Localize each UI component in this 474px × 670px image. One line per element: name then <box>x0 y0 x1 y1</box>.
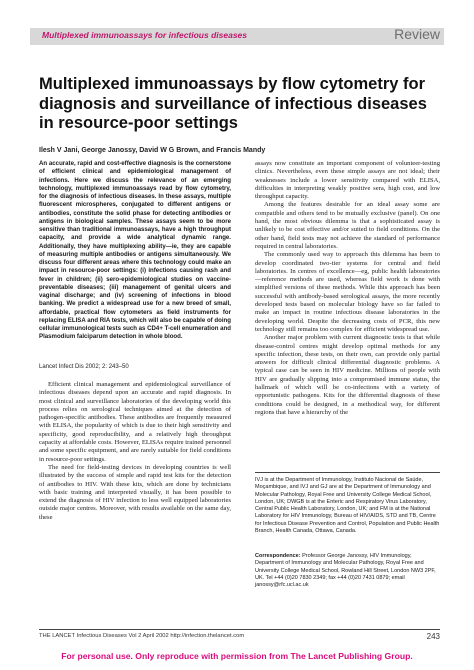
body-column-left <box>39 381 231 522</box>
author-affiliations: IVJ is at the Department of Immunology, Instituto Nacional de Saúde, Moçambique, and IVJ and GJ are at the Department of Immunology and Molecular Pathology, Royal Free and University College Medical School, London, UK; DWGB is at the Enteric and Respiratory Virus Laboratory, Central Public Health Laboratory, London, UK; and FM is at the National Laboratory for HIV Immunology, Bureau of HIV/AIDS, STD and TB, Centre for Infectious Disease Prevention and Control, Population and Public Health Branch, Health Canada, Ottawa, Canada. <box>255 477 440 535</box>
body-paragraph: Efficient clinical management and epidemiological surveillance of infectious diseases depend upon an accurate and rapid diagnosis. In most clinical and surveillance laboratories of the developing world this process relies on serological techniques aimed at the detection of pathogen-specific antibodies. These antibodies are frequently measured with ELISA, the popularity of which is due to their high sensitivity and specificity, good reproducibility, and a relatively high throughput capacity at affordable costs. However, ELISAs require trained personnel and some specific equipment, and are rarely suitable for field conditions in resource-poor settings. <box>39 381 231 463</box>
footer-divider <box>39 629 440 630</box>
affiliation-divider <box>255 472 440 473</box>
running-header-title: Multiplexed immunoassays for infectious diseases <box>42 30 248 40</box>
abstract: An accurate, rapid and cost-effective diagnosis is the cornerstone of efficient clinical and epidemiological management of infections. Here we discuss the relevance of an emerging technology, multiplexed immunoassays read by flow cytometry, for the diagnosis of infectious diseases. In these assays, multiple fluorescent microspheres, conjugated to different antigens or antibodies, constitute the solid phase for detecting antibodies or antigens in biological samples. These assays seem to be more sensitive than traditional immunoassays, have a high throughput capacity, and provide a wide analytical dynamic range. Additionally, they have multiplexing ability—ie, they are capable of measuring multiple antibodies or antigens simultaneously. We discuss four different areas where this technology could make an impact in resource-poor settings: (i) infections causing rash and fever in children; (ii) sero-epidemiological studies on vaccine-preventable diseases; (iii) management of genital ulcers and vaginal discharge; and (iv) screening of infections in blood banking. We predict a widespread use for a new breed of small, affordable, practical flow cytometers as field instruments for replacing ELISA and RIA tests, which will also be capable of doing cellular immunological tests such as CD4+ T-cell enumeration and Plasmodium falciparum detection in whole blood. <box>39 160 231 341</box>
correspondence-block <box>255 553 440 589</box>
journal-footer: THE LANCET Infectious Diseases Vol 2 April 2002 http://infection.thelancet.com <box>39 633 245 639</box>
citation: Lancet Infect Dis 2002; 2: 243–50 <box>39 364 129 370</box>
body-column-right <box>255 160 440 417</box>
correspondence-label: Correspondence: <box>255 553 301 559</box>
article-authors: Ilesh V Jani, George Janossy, David W G Brown, and Francis Mandy <box>39 147 266 154</box>
permission-notice: For personal use. Only reproduce with permission from The Lancet Publishing Group. <box>61 651 413 661</box>
body-paragraph: Among the features desirable for an ideal assay some are compatible and others tend to be mutually exclusive (panel). On one hand, the most obvious dilemma is that a sophisticated assay is unlikely to be cost effective and/or suited to field conditions. On the other hand, field tests may not achieve the standard of performance required in central laboratories. <box>255 201 440 250</box>
section-tag: Review <box>394 26 440 42</box>
body-paragraph: assays now constitute an important component of volunteer-testing clinics. Nevertheless, even these simple assays are not ideal; their weaknesses include a lower sensitivity compared with ELISA, difficulties in interpreting weakly positive sera, high cost, and low throughput capacity. <box>255 160 440 201</box>
body-paragraph: Another major problem with current diagnostic tests is that while disease-control centres might develop optimal methods for any specific infection, these tests, on their own, can provide only partial answers for difficult clinical differential diagnostic problems. A typical case can be seen in HIV medicine. Millions of people with HIV are gradually slipping into a compromised immune status, the hallmark of which will be co-infections with a variety of opportunistic pathogens. Kits for the differential diagnosis of these conditions could be designed, in a methodical way, for different regions that have a hierarchy of the <box>255 334 440 416</box>
body-paragraph: The need for field-testing devices in developing countries is well illustrated by the success of simple and rapid test kits for the detection of antibodies to HIV. With these kits, which are done by technicians with basic training and interpreted visually, it has been possible to extend the diagnosis of HIV infection to less well equipped laboratories outside major centres. Moreover, with results available on the same day, these <box>39 463 231 521</box>
body-paragraph: The commonly used way to approach this dilemma has been to develop coordinated two-tier systems for central and field laboratories. In centres of excellence—eg, public health laboratories—reference methods are used, whereas field work is done with simplified versions of these methods. While this approach has been successful with antibody-based serological assays, the more recently developed tests based on molecular biology have so far failed to make an impact in routine infectious disease laboratories in the developing world. Despite the decreasing costs of PCR, this new technology still remains too complex for efficient widespread use. <box>255 251 440 333</box>
article-title: Multiplexed immunoassays by flow cytometry for diagnosis and surveillance of infectious diseases in resource-poor settings <box>39 75 427 132</box>
page-number: 243 <box>426 632 440 641</box>
correspondence-text: Professor George Janossy, HIV Immunology, Department of Immunology and Molecular Pathology, Royal Free and University College Medical School, Rowland Hill Street, London NW3 2PF, UK. Tel +44 (0)20 7830 2349; fax +44 (0)20 7431 0879; email janossy@rfc.ucl.ac.uk <box>255 553 436 589</box>
